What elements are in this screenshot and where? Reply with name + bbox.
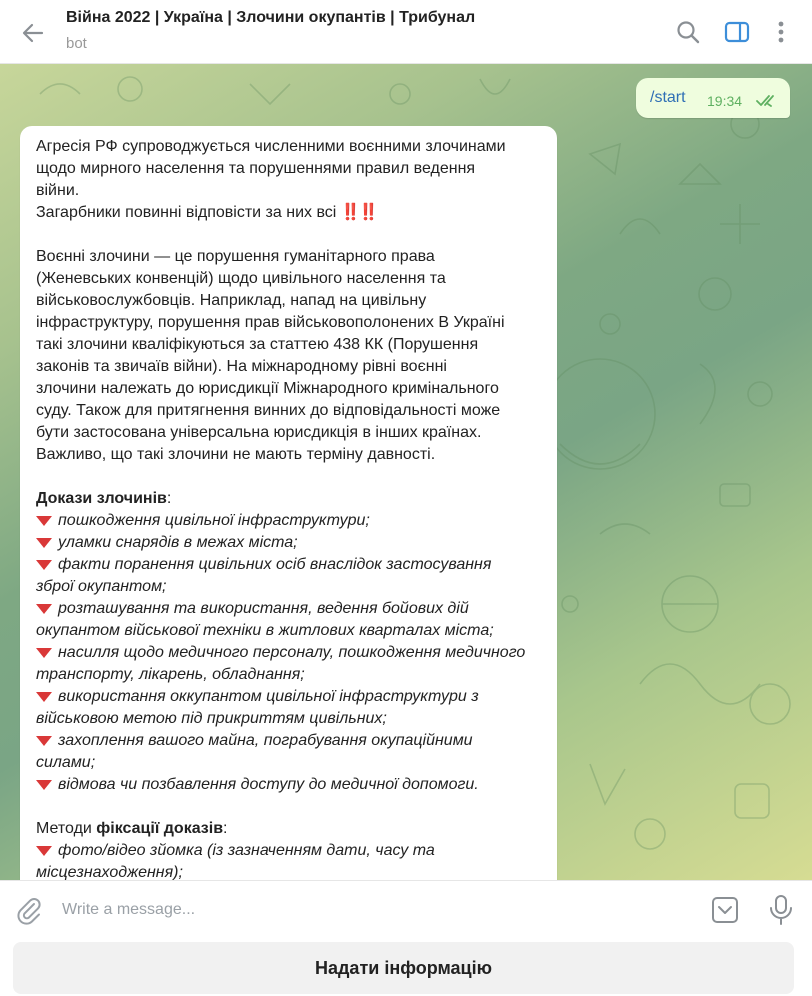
evidence-item-text: уламки снарядів в межах міста; [58,534,298,551]
text-line-body: Загарбники повинні відповісти за них всі [36,204,337,221]
outgoing-message-text[interactable]: /start [650,89,686,106]
incoming-message-text [36,136,541,880]
evidence-heading-text: Докази злочинів [36,490,167,507]
back-arrow-icon[interactable] [18,18,48,48]
evidence-item [36,774,541,796]
evidence-item-text: насилля щодо медичного персоналу, пошкодження медичного [58,644,526,661]
chat-title[interactable]: Війна 2022 | Україна | Злочини окупантів | Трибунал [66,9,476,26]
red-triangle-icon [36,560,52,570]
evidence-item-cont: силами; [36,754,96,771]
paragraph-gap [36,796,541,818]
evidence-item-text: факти поранення цивільних осіб внаслідок застосування [58,556,492,573]
evidence-item [36,532,541,554]
incoming-message[interactable] [20,126,557,880]
evidence-item-text: захоплення вашого майна, пограбування окупаційними [58,732,473,749]
evidence-item-text: використання оккупантом цивільної інфраструктури з [58,688,479,705]
paragraph-gap [36,466,541,488]
text-line: суду. Також для притягнення винних до відповідальності може [36,402,501,419]
text-line: такі злочини кваліфікуються за статтею 438 КК (Порушення [36,336,479,353]
heading-colon: : [166,490,172,507]
red-triangle-icon [36,648,52,658]
message-composer [0,880,812,938]
red-triangle-icon [36,780,52,790]
red-triangle-icon [36,692,52,702]
evidence-item-text: пошкодження цивільної інфраструктури; [58,512,370,529]
text-line: бути застосована універсальна юрисдикція в інших країнах. [36,424,482,441]
evidence-item-text: розташування та використання, ведення бойових дій [58,600,469,617]
text-line: Агресія РФ супроводжується численними воєнними злочинами [36,138,506,155]
text-line [36,202,541,224]
microphone-icon[interactable] [766,894,796,926]
method-item [36,840,541,862]
text-line: військовослужбовців. Наприклад, напад на цивільну [36,292,427,309]
method-item-cont: місцезнаходження); [36,864,183,880]
red-triangle-icon [36,736,52,746]
bot-keyboard [0,938,812,996]
evidence-item-cont: окупантом військової техніки в житлових кварталах міста; [36,622,494,639]
red-triangle-icon [36,516,52,526]
double-check-icon [756,94,780,108]
evidence-item [36,642,541,664]
evidence-item [36,686,541,708]
bot-keyboard-toggle-icon[interactable] [710,895,740,925]
method-item-text: фото/відео зйомка (із зазначенням дати, часу та [58,842,435,859]
evidence-item [36,554,541,576]
double-exclamation-emoji: ‼️‼️ [340,204,377,221]
text-line: злочини належать до юрисдикції Міжнародного кримінального [36,380,499,397]
message-input[interactable] [62,895,682,925]
provide-information-button[interactable]: Надати інформацію [13,942,794,994]
evidence-item [36,730,541,752]
chat-subtitle: bot [66,35,87,52]
methods-heading-text: фіксації доказів [96,820,224,837]
evidence-item-text: відмова чи позбавлення доступу до медичної допомоги. [58,776,479,793]
text-line: щодо мирного населення та порушеннями правил ведення [36,160,476,177]
more-vert-icon[interactable] [770,18,798,46]
chat-header [0,0,812,64]
text-line: Важливо, що такі злочини не мають терміну давності. [36,446,436,463]
text-line: війни. [36,182,80,199]
evidence-item-cont: транспорту, лікарень, обладнання; [36,666,305,683]
evidence-item-cont: зброї окупантом; [36,578,167,595]
methods-heading-prefix: Методи [36,820,97,837]
chat-history[interactable] [0,64,812,880]
red-triangle-icon [36,846,52,856]
red-triangle-icon [36,604,52,614]
text-line: законів та звичаїв війни). На міжнародному рівні воєнні [36,358,447,375]
paperclip-icon[interactable] [14,895,44,925]
outgoing-message[interactable] [636,78,790,118]
red-triangle-icon [36,538,52,548]
methods-heading [36,818,541,840]
evidence-item-cont: військовою метою під прикриттям цивільних; [36,710,387,727]
text-line: Воєнні злочини — це порушення гуманітарного права [36,248,435,265]
text-line: (Женевських конвенцій) щодо цивільного населення та [36,270,446,287]
search-icon[interactable] [674,18,702,46]
evidence-item [36,510,541,532]
side-panel-icon[interactable] [723,18,751,46]
paragraph-gap [36,224,541,246]
heading-colon: : [223,820,228,837]
message-time: 19:34 [707,93,743,109]
evidence-heading [36,488,541,510]
text-line: інфраструктуру, порушення прав військовополонених В Україні [36,314,505,331]
evidence-item [36,598,541,620]
